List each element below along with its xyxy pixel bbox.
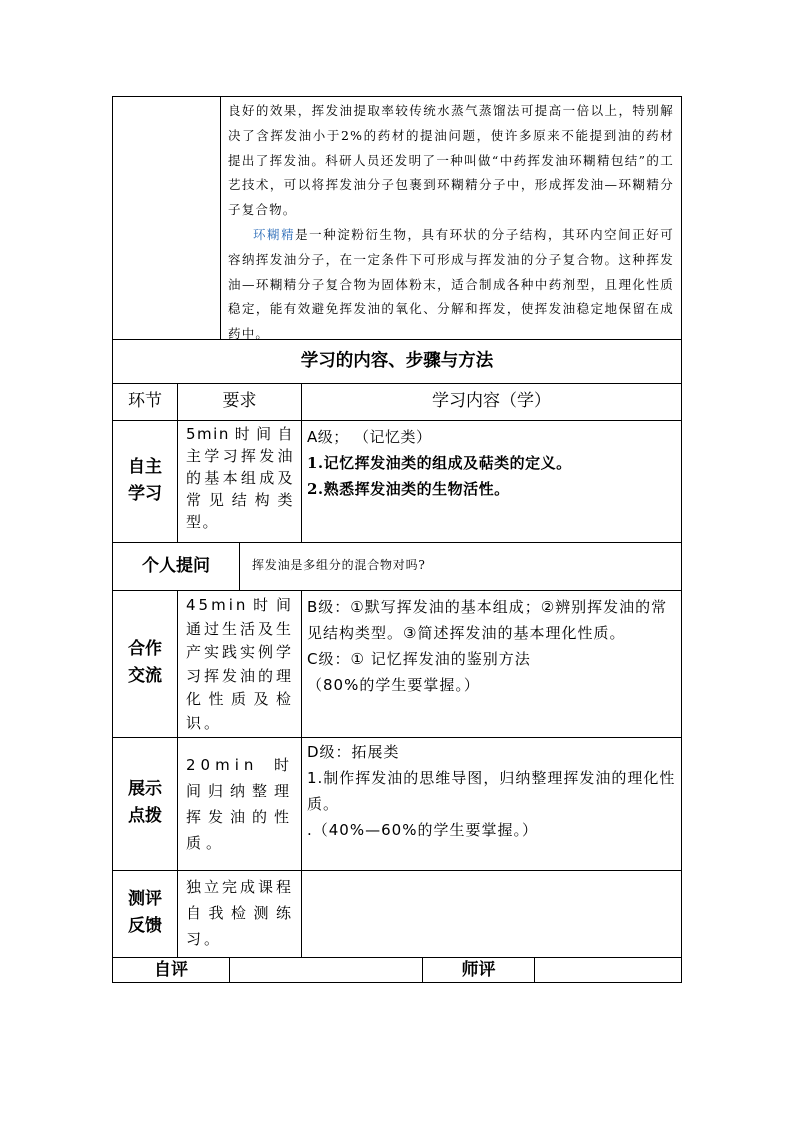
label-presentation: 展示 点拨 — [128, 779, 162, 826]
level-a: A级； （记忆类） — [307, 428, 432, 446]
header-requirement: 要求 — [222, 391, 257, 411]
label-cooperation: 合作 交流 — [128, 639, 162, 686]
intro-text — [228, 99, 674, 347]
table-rule — [220, 96, 221, 339]
content-item: 2.熟悉挥发油类的生物活性。 — [307, 480, 510, 498]
personal-question-text: 挥发油是多组分的混合物对吗? — [252, 558, 426, 572]
table-border-top — [112, 96, 682, 97]
table-rule — [112, 870, 682, 871]
self-eval-label: 自评 — [154, 960, 188, 980]
intro-paragraph-1: 良好的效果，挥发油提取率较传统水蒸气蒸馏法可提高一倍以上，特别解决了含挥发油小于2%的药材的提油问题，使许多原来不能提到油的药材提出了挥发油。科研人员还发明了一种叫做“中药挥发油环糊精包结”的工艺技术，可以将挥发油分子包裹到环糊精分子中，形成挥发油—环糊精分子复合物。 — [228, 103, 674, 218]
label-self-study: 自主 学习 — [128, 457, 162, 504]
requirement-evaluation: 独立完成课程自我检测练习。 — [186, 878, 295, 948]
intro-paragraph-2 — [228, 223, 674, 347]
content-item: 1.记忆挥发油类的组成及萜类的定义。 — [307, 454, 572, 472]
content-presentation — [307, 739, 677, 843]
table-border-right — [681, 96, 682, 983]
table-rule — [239, 542, 240, 590]
content-cooperation — [307, 594, 677, 698]
mastery-note: （80%的学生要掌握。） — [307, 676, 480, 694]
intro-paragraph-2-text: 是一种淀粉衍生物，具有环状的分子结构，其环内空间正好可容纳挥发油分子，在一定条件下可形成与挥发油的分子复合物。这种挥发油—环糊精分子复合物为固体粉末，适合制成各种中药剂型，且理化性质稳定，能有效避免挥发油的氧化、分解和挥发，使挥发油稳定地保留在成药中。 — [228, 226, 674, 342]
level-d: D级：拓展类 — [307, 743, 400, 761]
header-stage: 环节 — [128, 391, 162, 411]
table-rule — [301, 590, 302, 957]
table-rule — [112, 590, 682, 591]
content-self-study — [307, 424, 677, 502]
table-rule — [112, 420, 682, 421]
self-eval-field[interactable] — [230, 958, 422, 982]
table-border-left — [112, 96, 113, 983]
level-c: C级：① 记忆挥发油的鉴别方法 — [307, 650, 531, 668]
teacher-eval-label: 师评 — [461, 960, 496, 980]
teacher-eval-field[interactable] — [535, 958, 681, 982]
table-rule — [112, 737, 682, 738]
table-border-bottom — [112, 982, 682, 983]
section-title: 学习的内容、步骤与方法 — [300, 351, 494, 371]
mastery-note: .（40%—60%的学生要掌握。） — [307, 821, 538, 839]
label-personal-question: 个人提问 — [142, 556, 210, 576]
requirement-presentation: 20min时间归纳整理挥发油的性质。 — [186, 756, 294, 852]
content-item: 1.制作挥发油的思维导图，归纳整理挥发油的理化性质。 — [307, 769, 676, 813]
requirement-self-study: 5min时间自主学习挥发油的基本组成及常见结构类型。 — [186, 425, 294, 531]
table-rule — [177, 590, 178, 957]
header-content: 学习内容（学） — [432, 391, 551, 411]
requirement-cooperation: 45min时间通过生活及生产实践实例学习挥发油的理化性质及检识。 — [186, 596, 295, 732]
keyword-term: 环糊精 — [253, 226, 296, 242]
label-evaluation: 测评 反馈 — [128, 889, 162, 936]
level-b: B级：①默写挥发油的基本组成；②辨别挥发油的常见结构类型。③简述挥发油的基本理化性质。 — [307, 598, 668, 642]
